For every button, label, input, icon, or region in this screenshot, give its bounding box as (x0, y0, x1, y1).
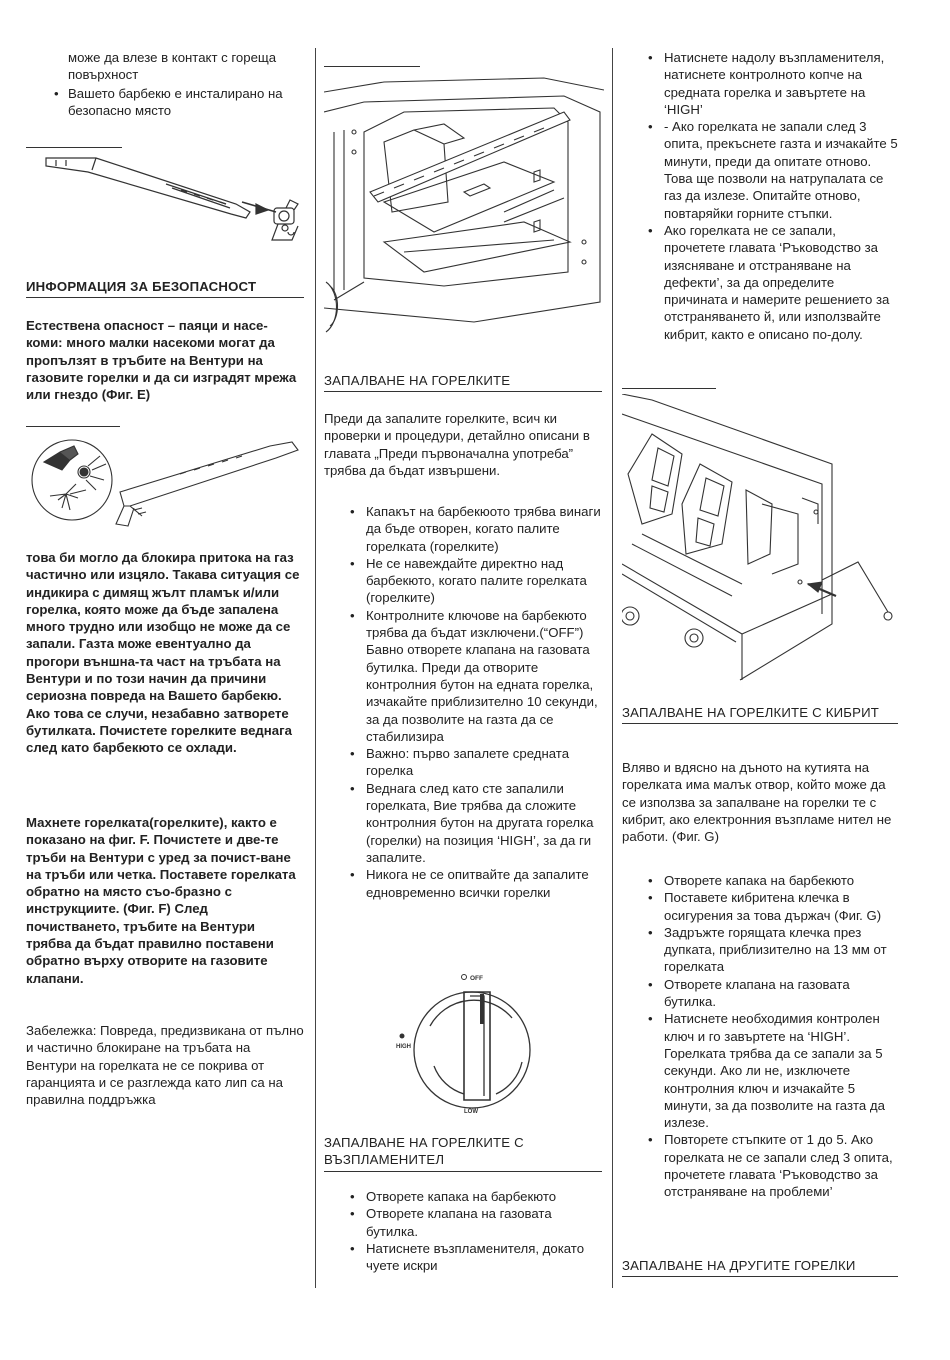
igniter-bullet: • Ако горелката не се запали, прочетете главата ‘Ръководство за изясняване и отстраняване на дефекти’, за да определите причината и намерите решението за отстраняването й, или използвайте кибрит, както е описано по-долу. (648, 222, 900, 343)
knob-off-label: OFF (470, 975, 483, 982)
intro-bullet: • Вашето барбекю е инсталирано на безопасно място (54, 85, 306, 120)
intro-bullet-continued: може да влезе в контакт с гореща повърхност (68, 50, 277, 83)
match-heading: ЗАПАЛВАНЕ НА ГОРЕЛКИТЕ С КИБРИТ (622, 704, 898, 724)
lighting-bullet: • Контролните ключове на барбекюто трябва да бъдат изключени.(“OFF”) Бавно отворете клапана на газовата бутилка. Преди да отворите контролния бутон на едната горелка, изчакайте приблизително 10 секунди, за да позволите на газта да се стабилизира (350, 607, 602, 745)
lighting-bullet: • Веднага след като сте запалили горелката, Вие трябва да сложите контролния бутон на другата горелка (горелки) на позиция ‘HIGH’, за да ги запалите. (350, 780, 602, 866)
igniter-bullet: • Отворете капака на барбекюто (350, 1188, 602, 1205)
match-lighting-illustration (622, 394, 900, 686)
column-divider-right (612, 48, 613, 1288)
match-bullet: • Отворете капака на барбекюто (648, 872, 900, 889)
blockage-paragraph: това би могло да блокира притока на газ частично или изцяло. Такава ситуация се индикира с димящ жълт пламък и/или горелка, която може да бъде запалена много трудно или изобщо не може да се запали. Газта може евентуално да прогори външна-та част на тръбата на Вентури и по този начин да причини сериозна повреда на Вашето барбекю. Ако това се случи, незабавно затворете бутилката. Почистете горелките веднага след като барбекюто се охлади. (26, 550, 300, 756)
igniter-bullet-list-continued (648, 49, 900, 343)
figure-e-rule (26, 426, 120, 427)
igniter-heading: ЗАПАЛВАНЕ НА ГОРЕЛКИТЕ С ВЪЗПЛАМЕНИТЕЛ (324, 1134, 602, 1172)
knob-high-label: HIGH (396, 1044, 411, 1050)
column-divider-left (315, 48, 316, 1288)
igniter-bullet-list (350, 1188, 602, 1274)
lighting-bullet-list (350, 503, 602, 901)
intro-bullet-list (54, 49, 306, 119)
igniter-bullet: • - Ако горелката не запали след 3 опита, прекъснете газта и изчакайте 5 минути, преди да опитате отново. Това ще позволи на натрупалата се газ да излезе. Опитайте отново, повтаряйки горните стъпки. (648, 118, 900, 222)
match-bullet: • Повторете стъпките от 1 до 5. Ако горелката не се запали след 3 опита, прочетете главата ‘Ръководство за отстраняване на проблеми’ (648, 1131, 900, 1200)
match-bullet-list (648, 872, 900, 1201)
insect-burner-illustration (30, 432, 310, 542)
match-bullet: • Задръжте горящата клечка през дупката, приблизително на 13 мм от горелката (648, 924, 900, 976)
figure-f-rule (324, 66, 420, 67)
figure-d-rule (26, 147, 122, 148)
igniter-bullet: • Натиснете надолу възпламенителя, натиснете контролното копче на средната горелка и завъртете на ‘HIGH’ (648, 49, 900, 118)
igniter-bullet: • Отворете клапана на газовата бутилка. (350, 1205, 602, 1240)
cleaning-paragraph: Махнете горелката(горелките), както е показано на фиг. F. Почистете и две-те тръби на Вентури с уред за почист-ване на тръби или четка. Поставете горелката обратно на място съо-бразно с инструкциите. (Фиг. F) След почистването, тръбите на Вентури трябва да бъдат правилно поставени обратно върху отворите на газовите клапани. (26, 815, 296, 986)
other-burners-heading: ЗАПАЛВАНЕ НА ДРУГИТЕ ГОРЕЛКИ (622, 1257, 898, 1277)
control-knob-illustration (394, 966, 564, 1116)
grill-burner-removal-illustration (324, 72, 604, 344)
lighting-bullet: • Капакът на барбекюото трябва винаги да бъде отворен, когато палите горелката (горелките) (350, 503, 602, 555)
lighting-bullet: • Никога не се опитвайте да запалите едновременно всички горелки (350, 866, 602, 901)
warranty-note: Забележка: Повреда, предизвикана от пълно и частично блокиране на тръбата на Вентури на горелката не се покрива от гаранцията и се разглежда като лип са на правилна поддръжка (26, 1023, 304, 1108)
safety-heading: ИНФОРМАЦИЯ ЗА БЕЗОПАСНОСТ (26, 278, 304, 298)
match-intro: Вляво и вдясно на дъното на кутията на горелката има малък отвор, който може да се използва за запалване на горелки те с кибрит, ако електронния възпламе нител не работи. (Фиг. G) (622, 760, 892, 845)
match-bullet: • Отворете клапана на газовата бутилка. (648, 976, 900, 1011)
match-bullet: • Поставете кибритена клечка в осигурения за това държач (Фиг. G) (648, 889, 900, 924)
match-bullet: • Натиснете необходимия контролен ключ и го завъртете на ‘HIGH’. Горелката трябва да се запали за 5 секунди. Ако ли не, изключете контролния ключ и изчакайте 5 минути, за да позволите на газта да излезе. (648, 1010, 900, 1131)
lighting-heading: ЗАПАЛВАНЕ НА ГОРЕЛКИТЕ (324, 372, 602, 392)
knob-low-label: LOW (464, 1109, 478, 1115)
lighting-bullet: • Важно: първо запалете средната горелка (350, 745, 602, 780)
burner-tube-illustration (36, 152, 306, 252)
lighting-bullet: • Не се навеждайте директно над барбекюто, когато палите горелката (горелките) (350, 555, 602, 607)
lighting-intro: Преди да запалите горелките, всич ки проверки и процедури, детайлно описани в главата „Преди първоначална употреба” трябва да бъдат извършени. (324, 411, 590, 478)
hazard-paragraph: Естествена опасност – паяци и насе-коми: много малки насекоми могат да пропълзят в тръбите на Вентури на газовите горелки и да си изградят мрежа или гнездо (Фиг. E) (26, 318, 297, 403)
figure-g-rule (622, 388, 716, 389)
igniter-bullet: • Натиснете възпламенителя, докато чуете искри (350, 1240, 602, 1275)
